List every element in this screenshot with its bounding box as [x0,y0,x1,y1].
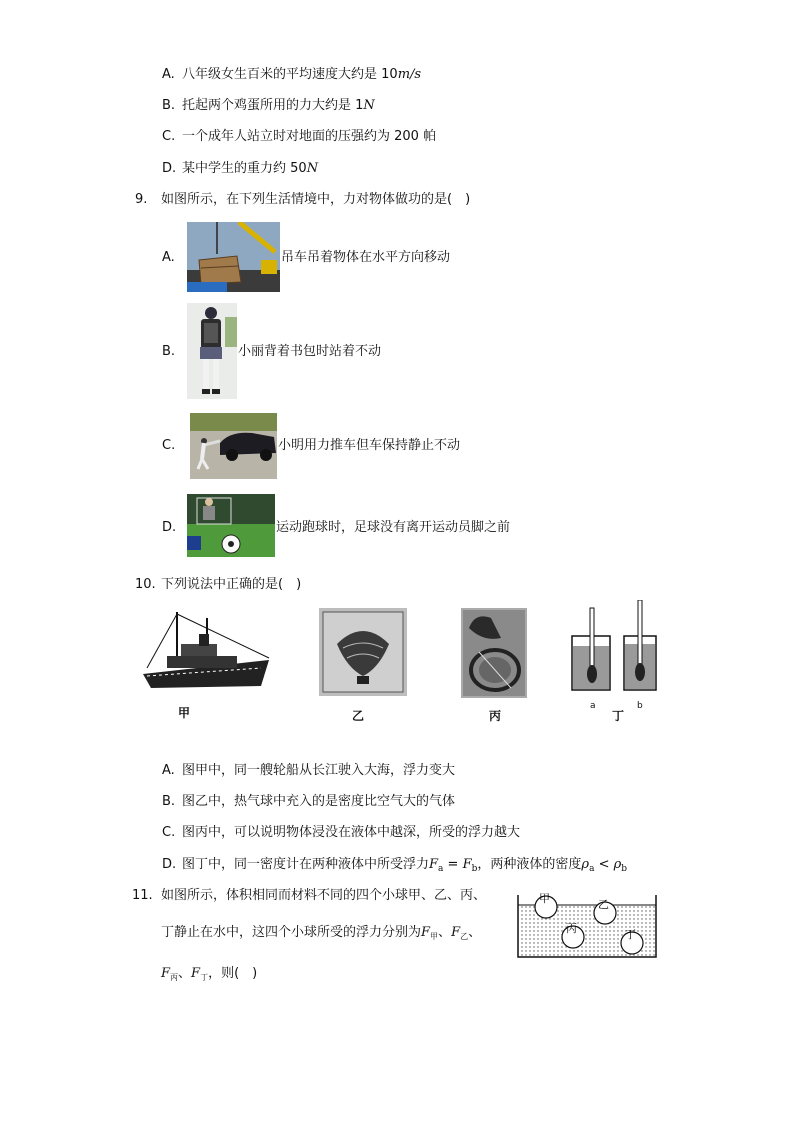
ball-label-yi: 乙 [598,898,609,911]
q11-line-2: 丁静止在水中，这四个小球所受的浮力分别为$F_甲$、$F_乙$、 [161,925,482,941]
q11-line-3: $F_丙$、$F_丁$，则( ) [161,966,258,982]
beaker-figure [461,608,527,698]
q10-option-c: C. 图丙中，可以说明物体浸没在液体中越深，所受的浮力越大 [162,825,521,840]
q11-line-1: 11. 如图所示，体积相同而材料不同的四个小球甲、乙、丙、 [132,888,487,903]
soccer-photo [187,494,275,557]
hydrometer-figure [566,600,658,695]
q8-option-a: A. 八年级女生百米的平均速度大约是 10m/s [162,67,422,82]
q10-option-b: B. 图乙中，热气球中充入的是密度比空气大的气体 [162,794,456,809]
q9-option-b-text: 小丽背着书包时站着不动 [238,344,382,359]
q10-stem: 10. 下列说法中正确的是( ) [135,577,302,592]
q8-option-d: D. 某中学生的重力约 50N [162,161,319,176]
q9-option-b-letter: B. [162,344,176,359]
figure-label-jia: 甲 [178,706,191,720]
figure-label-a: a [590,701,596,711]
ship-figure [141,608,273,690]
figure-label-b: b [637,701,643,711]
q10-option-d: D. 图丁中，同一密度计在两种液体中所受浮力$F_a = F_b$，两种液体的密度$\rho_a < \rho_b$ [162,857,628,874]
ball-label-bing: 丙 [566,922,577,935]
q8-option-c: C. 一个成年人站立时对地面的压强约为 200 帕 [162,129,437,144]
figure-label-ding: 丁 [612,709,625,723]
q8-option-b: B. 托起两个鸡蛋所用的力大约是 1N [162,98,375,113]
q9-option-c-letter: C. [162,438,176,453]
q10-option-a: A. 图甲中，同一艘轮船从长江驶入大海，浮力变大 [162,763,456,778]
ball-label-jia: 甲 [539,893,550,905]
figure-label-bing: 丙 [489,709,502,723]
q9-option-d-text: 运动跑球时，足球没有离开运动员脚之前 [276,520,511,535]
q9-option-d-letter: D. [162,520,177,535]
q9-stem: 9. 如图所示，在下列生活情境中，力对物体做功的是( ) [135,192,471,207]
q9-option-c-text: 小明用力推车但车保持静止不动 [278,438,461,453]
ball-label-ding: 丁 [625,928,636,941]
girl-backpack-photo [187,303,237,399]
figure-label-yi: 乙 [352,709,365,723]
push-car-photo [190,413,277,479]
balloon-figure [319,608,407,696]
q9-option-a-text: 吊车吊着物体在水平方向移动 [281,250,451,265]
q9-option-a-letter: A. [162,250,175,265]
balls-in-water-figure [516,893,658,959]
crane-photo [187,222,280,292]
